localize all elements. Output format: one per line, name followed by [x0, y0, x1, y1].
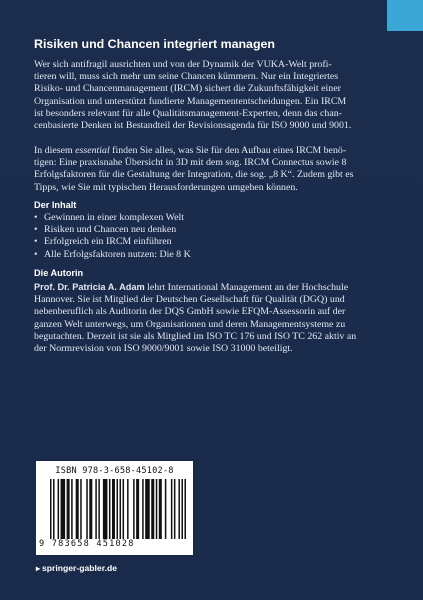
barcode-bar: [53, 479, 55, 539]
barcode-bar: [145, 479, 150, 539]
barcode-bar: [133, 479, 135, 539]
intro-line: Risiko- und Chancenmanagement (IRCM) sichert die Zukunftsfähigkeit einer: [34, 83, 341, 95]
inhalt-heading: Der Inhalt: [34, 200, 77, 210]
autorin-line: begutachten. Derzeit ist sie als Mitglied im ISO TC 176 und ISO TC 262 aktiv an: [34, 330, 357, 342]
barcode-bar: [171, 479, 173, 539]
autorin-line: ganzen Welt unterwegs, um Organisationen und deren Managementsysteme zu: [34, 318, 346, 330]
arrow-icon: ▸: [36, 564, 41, 573]
barcode-bar: [136, 479, 139, 539]
essential-emphasis: essential: [75, 145, 110, 156]
intro-line: cenbasierte Denken ist Bestandteil der Revisionsagenda für ISO 9000 und 9001.: [34, 120, 352, 132]
list-item: • Gewinnen in einer komplexen Welt: [34, 212, 191, 224]
autorin-line: der Normrevision von ISO 9000/9001 sowie ISO 31000 beteiligt.: [34, 343, 293, 355]
barcode-bar: [159, 479, 162, 539]
barcode-bar: [86, 479, 88, 539]
essential-prefix: In diesem: [34, 145, 76, 156]
barcode-bar: [109, 479, 111, 539]
autorin-rest: lehrt International Management an der Hochschule: [144, 282, 349, 293]
intro-paragraph: [34, 59, 389, 132]
cover-title: Risiken und Chancen integriert managen: [34, 37, 275, 51]
barcode-bar: [112, 479, 115, 539]
barcode-bar: [67, 479, 70, 539]
barcode-bar: [80, 479, 82, 539]
barcode-bar: [95, 479, 97, 539]
essential-rest: finden Sie alles, was Sie für den Aufbau eines IRCM benö-: [109, 145, 347, 156]
barcode-digits: 9 783658 451028: [39, 539, 135, 549]
publisher-name: springer-gabler.de: [42, 563, 117, 573]
intro-line: Wer sich antifragil ausrichten und von der Dynamik der VUKA-Welt profi-: [34, 59, 332, 70]
barcode-bar: [178, 479, 180, 539]
list-item: • Erfolgreich ein IRCM einführen: [34, 236, 191, 248]
barcode-bar: [89, 479, 92, 539]
barcode-bar: [58, 479, 60, 539]
essential-line: Erfolgsfaktoren für die Gestaltung der Integration, die sog. „8 K“. Zudem gibt es: [34, 169, 354, 181]
intro-line: ist besonders relevant für alle Qualitätsmanagement-Experten, denn das chan-: [34, 107, 342, 119]
barcode-bar: [61, 479, 66, 539]
publisher-link[interactable]: [36, 563, 117, 573]
essential-line: Tipps, wie Sie mit typischen Herausforderungen umgehen können.: [34, 181, 298, 193]
autorin-line: Hannover. Sie ist Mitglied der Deutschen Gesellschaft für Qualität (DGQ) und: [34, 294, 345, 306]
barcode-bar: [165, 479, 167, 539]
author-name: Prof. Dr. Patricia A. Adam: [34, 282, 145, 292]
list-item: • Risiken und Chancen neu denken: [34, 224, 191, 236]
essential-line: tigen: Eine praxisnahe Übersicht in 3D mit dem sog. IRCM Connectus sowie 8: [34, 157, 347, 169]
intro-line: Organisation und unterstützt fundierte Managemententscheidungen. Ein IRCM: [34, 95, 347, 107]
autorin-paragraph: [34, 281, 389, 355]
barcode-bar: [71, 479, 73, 539]
barcode-bar: [76, 479, 79, 539]
barcode-bar: [103, 479, 108, 539]
barcode-bar: [181, 479, 183, 539]
inhalt-list: [34, 212, 191, 261]
autorin-heading: Die Autorin: [34, 268, 84, 278]
barcode-bar: [151, 479, 154, 539]
barcode-bar: [142, 479, 144, 539]
isbn-text: ISBN 978-3-658-45102-8: [55, 466, 174, 476]
essential-paragraph: [34, 145, 389, 194]
barcode-bar: [50, 479, 52, 539]
list-item: • Alle Erfolgsfaktoren nutzen: Die 8 K: [34, 249, 191, 261]
barcode-bars: [50, 479, 186, 539]
barcode-bar: [98, 479, 100, 539]
isbn-barcode: [36, 461, 193, 555]
barcode-bar: [127, 479, 129, 539]
barcode-bar: [156, 479, 158, 539]
barcode-bar: [116, 479, 118, 539]
barcode-bar: [184, 479, 186, 539]
essential-first-line: [34, 145, 389, 157]
intro-line: tieren will, muss sich mehr um seine Chancen kümmern. Nur ein Integriertes: [34, 71, 339, 83]
barcode-bar: [174, 479, 176, 539]
barcode-bar: [123, 479, 125, 539]
autorin-line: nebenberuflich als Auditorin der DQS GmbH sowie EFQM-Assessorin auf der: [34, 306, 346, 318]
autorin-first-line: [34, 281, 389, 294]
accent-tab: [387, 0, 423, 31]
barcode-bar: [120, 479, 122, 539]
